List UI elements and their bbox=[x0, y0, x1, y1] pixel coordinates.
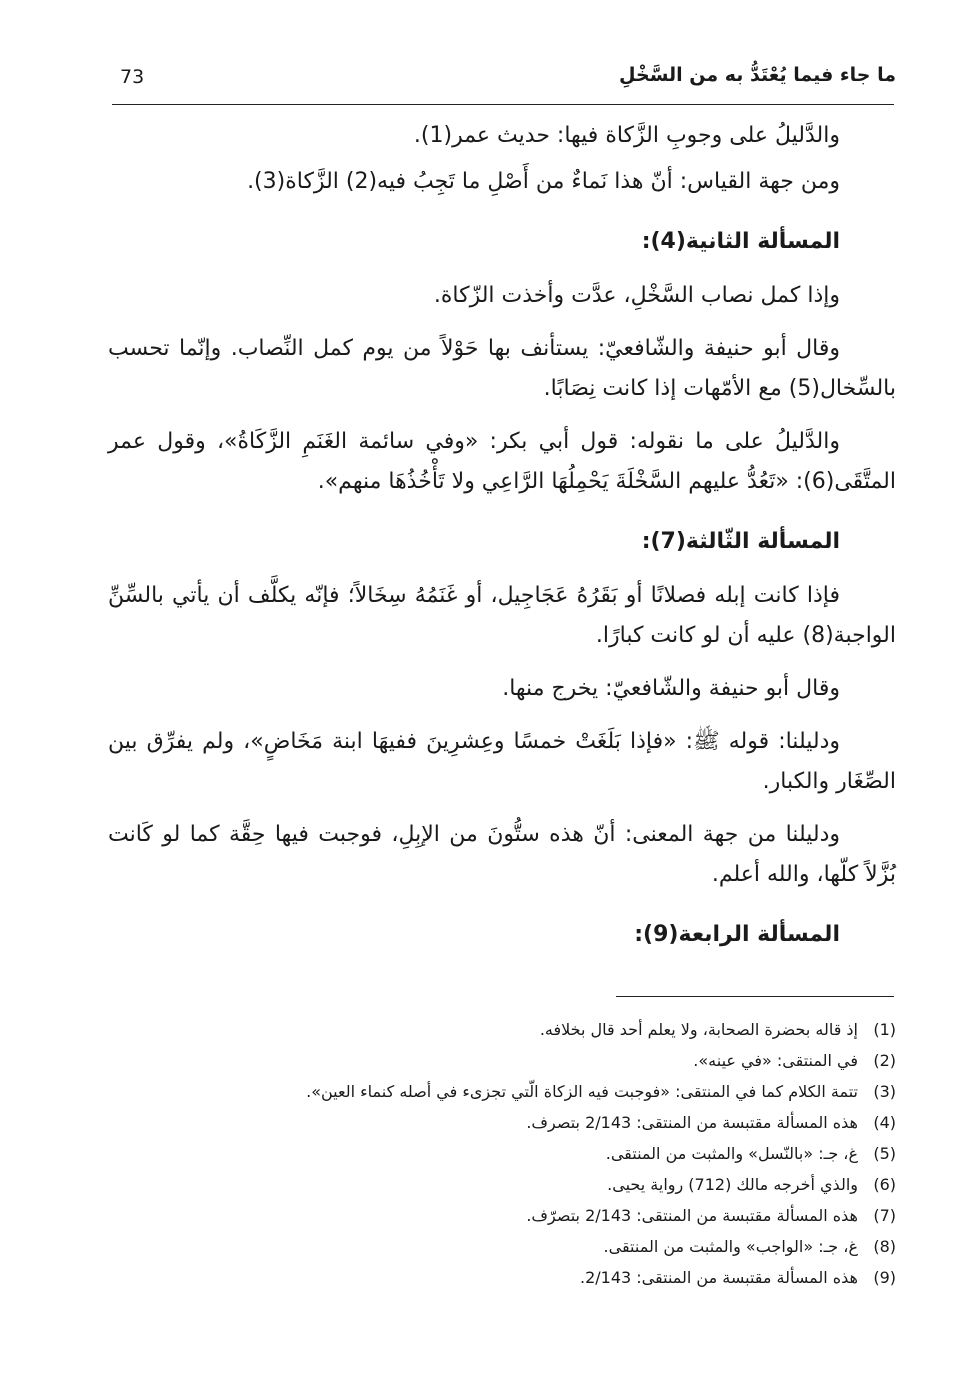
footnote-item bbox=[116, 1107, 896, 1138]
section-heading-second-issue: المسألة الثانية(4): bbox=[641, 229, 840, 254]
footnote-text: إذ قاله بحضرة الصحابة، ولا يعلم أحد قال بخلافه. bbox=[539, 1020, 858, 1039]
paragraph-prophet-saying: ودليلنا: قوله ﷺ: «فإذا بَلَغَتْ خمسًا وعِشرِينَ ففيهَا ابنة مَخَاضٍ»، ولم يفرِّق بين الصِّغَار والكبار. bbox=[108, 729, 896, 794]
footnote-number: (2) bbox=[873, 1051, 896, 1070]
footnote-number: (6) bbox=[873, 1175, 896, 1194]
section-heading-fourth-issue: المسألة الرابعة(9): bbox=[634, 922, 840, 947]
footnote-item bbox=[116, 1262, 896, 1293]
footnote-item bbox=[116, 1169, 896, 1200]
main-text bbox=[108, 116, 896, 969]
footnotes bbox=[116, 1014, 896, 1293]
header-rule bbox=[112, 104, 894, 105]
footnote-number: (8) bbox=[873, 1237, 896, 1256]
footnote-number: (5) bbox=[873, 1144, 896, 1163]
footnote-number: (1) bbox=[873, 1020, 896, 1039]
running-head-title: ما جاء فيما يُعْتَدُّ به من السَّخْلِ bbox=[619, 64, 896, 86]
running-head bbox=[110, 62, 896, 102]
footnote-number: (3) bbox=[873, 1082, 896, 1101]
paragraph-meaning-evidence: ودليلنا من جهة المعنى: أنّ هذه ستُّونَ من الإبِلِ، فوجبت فيها حِقَّة كما لو كَانت بُزَّلاً كلّها، والله أعلم. bbox=[108, 822, 896, 887]
paragraph-takes-from-them: وقال أبو حنيفة والشّافعيّ: يخرج منها. bbox=[502, 676, 840, 701]
footnote-text: تتمة الكلام كما في المنتقى: «فوجبت فيه الزكاة الّتي تجزىء في أصله كنماء العين». bbox=[306, 1082, 858, 1101]
paragraph-nisab-completed: وإذا كمل نصاب السَّخْلِ، عدَّت وأخذت الزّكاة. bbox=[433, 283, 840, 308]
footnote-text: في المنتقى: «في عينه». bbox=[693, 1051, 858, 1070]
footnote-number: (4) bbox=[873, 1113, 896, 1132]
footnote-text: هذه المسألة مقتبسة من المنتقى: 2/143. bbox=[580, 1268, 858, 1287]
footnote-number: (7) bbox=[873, 1206, 896, 1225]
paragraph-analogy: ومن جهة القياس: أنّ هذا نَماءٌ من أَصْلِ ما تَجِبُ فيه(2) الزَّكاة(3). bbox=[247, 169, 840, 194]
section-heading-third-issue: المسألة الثّالثة(7): bbox=[641, 529, 840, 554]
footnote-text: غ، جـ: «بالنّسل» والمثبت من المنتقى. bbox=[605, 1144, 858, 1163]
paragraph-abu-hanifa-shafii: وقال أبو حنيفة والشّافعيّ: يستأنف بها حَوْلاً من يوم كمل النِّصاب. وإنّما تحسب بالسِّخال(5) مع الأمّهات إذا كانت نِصَابًا. bbox=[108, 336, 896, 401]
footnote-separator bbox=[616, 996, 894, 997]
footnote-text: هذه المسألة مقتبسة من المنتقى: 2/143 بتصرف. bbox=[526, 1113, 858, 1132]
footnote-item bbox=[116, 1076, 896, 1107]
paragraph-evidence-hadith: والدَّليلُ على وجوبِ الزَّكاة فيها: حديث عمر(1). bbox=[413, 123, 840, 148]
footnote-text: غ، جـ: «الواجب» والمثبت من المنتقى. bbox=[603, 1237, 858, 1256]
footnote-item bbox=[116, 1045, 896, 1076]
footnote-number: (9) bbox=[873, 1268, 896, 1287]
footnote-text: والذي أخرجه مالك (712) رواية يحيى. bbox=[607, 1175, 858, 1194]
footnote-item bbox=[116, 1231, 896, 1262]
footnote-item bbox=[116, 1014, 896, 1045]
footnote-item bbox=[116, 1200, 896, 1231]
footnote-text: هذه المسألة مقتبسة من المنتقى: 2/143 بتصرّف. bbox=[526, 1206, 858, 1225]
paragraph-young-camels: فإذا كانت إبله فصلانًا أو بَقَرُهُ عَجَاجِيل، أو غَنَمُهُ سِخَالاً؛ فإنّه يكلَّف أن يأتي بالسِّنِّ الواجبة(8) عليه أن لو كانت كبارًا. bbox=[108, 583, 896, 648]
footnote-item bbox=[116, 1138, 896, 1169]
page-number: 73 bbox=[120, 66, 145, 88]
paragraph-our-evidence: والدَّليلُ على ما نقوله: قول أبي بكر: «وفي سائمة الغَنَمِ الزَّكَاةُ»، وقول عمر المتَّقَى(6): «تَعُدُّ عليهم السَّخْلَةَ يَحْمِلُهَا الرَّاعِي ولا تَأْخُذُهَا منهم». bbox=[108, 429, 896, 494]
